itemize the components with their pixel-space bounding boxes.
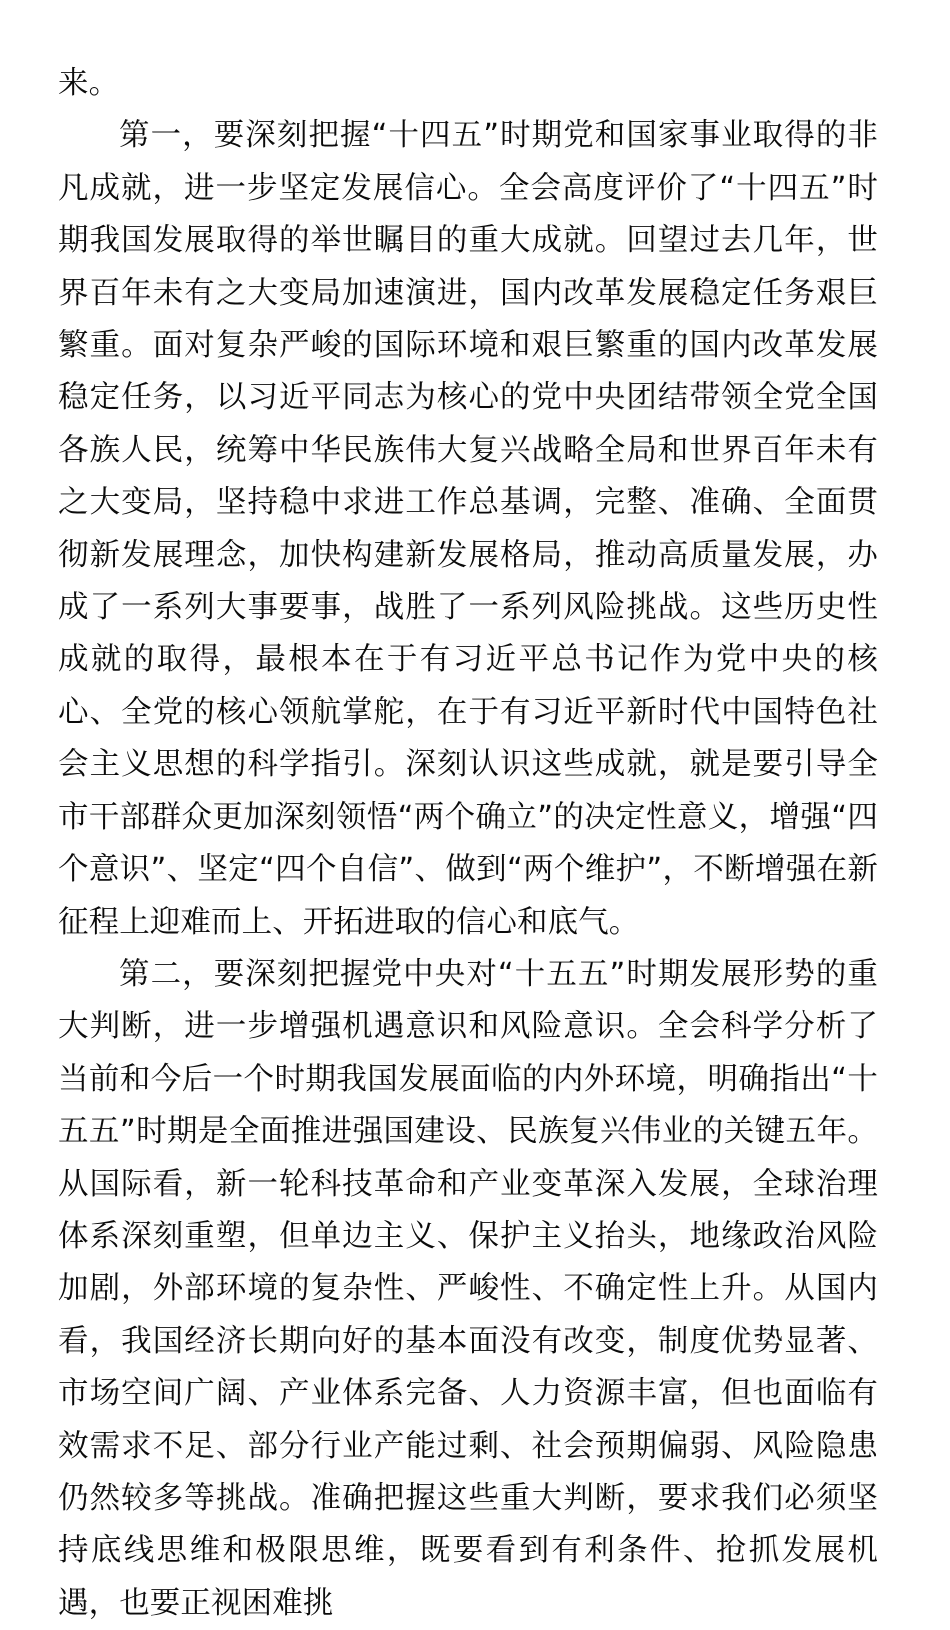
paragraph-continuation: 来。 xyxy=(58,66,120,101)
paragraph-first-point: 第一，要深刻把握“十四五”时期党和国家事业取得的非凡成就，进一步坚定发展信心。全会高度评价了“十四五”时期我国发展取得的举世瞩目的重大成就。回望过去几年，世界百年未有之大变局加速演进，国内改革发展稳定任务艰巨繁重。面对复杂严峻的国际环境和艰巨繁重的国内改革发展稳定任务，以习近平同志为核心的党中央团结带领全党全国各族人民，统筹中华民族伟大复兴战略全局和世界百年未有之大变局，坚持稳中求进工作总基调，完整、准确、全面贯彻新发展理念，加快构建新发展格局，推动高质量发展，办成了一系列大事要事，战胜了一系列风险挑战。这些历史性成就的取得，最根本在于有习近平总书记作为党中央的核心、全党的核心领航掌舵，在于有习近平新时代中国特色社会主义思想的科学指引。深刻认识这些成就，就是要引导全市干部群众更加深刻领悟“两个确立”的决定性意义，增强“四个意识”、坚定“四个自信”、做到“两个维护”，不断增强在新征程上迎难而上、开拓进取的信心和底气。 xyxy=(58,118,878,940)
paragraph-second-point: 第二，要深刻把握党中央对“十五五”时期发展形势的重大判断，进一步增强机遇意识和风险意识。全会科学分析了当前和今后一个时期我国发展面临的内外环境，明确指出“十五五”时期是全面推进强国建设、民族复兴伟业的关键五年。从国际看，新一轮科技革命和产业变革深入发展，全球治理体系深刻重塑，但单边主义、保护主义抬头，地缘政治风险加剧，外部环境的复杂性、严峻性、不确定性上升。从国内看，我国经济长期向好的基本面没有改变，制度优势显著、市场空间广阔、产业体系完备、人力资源丰富，但也面临有效需求不足、部分行业产能过剩、社会预期偏弱、风险隐患仍然较多等挑战。准确把握这些重大判断，要求我们必须坚持底线思维和极限思维，既要看到有利条件、抢抓发展机遇，也要正视困难挑 xyxy=(58,956,878,1621)
document-body xyxy=(58,58,878,1630)
